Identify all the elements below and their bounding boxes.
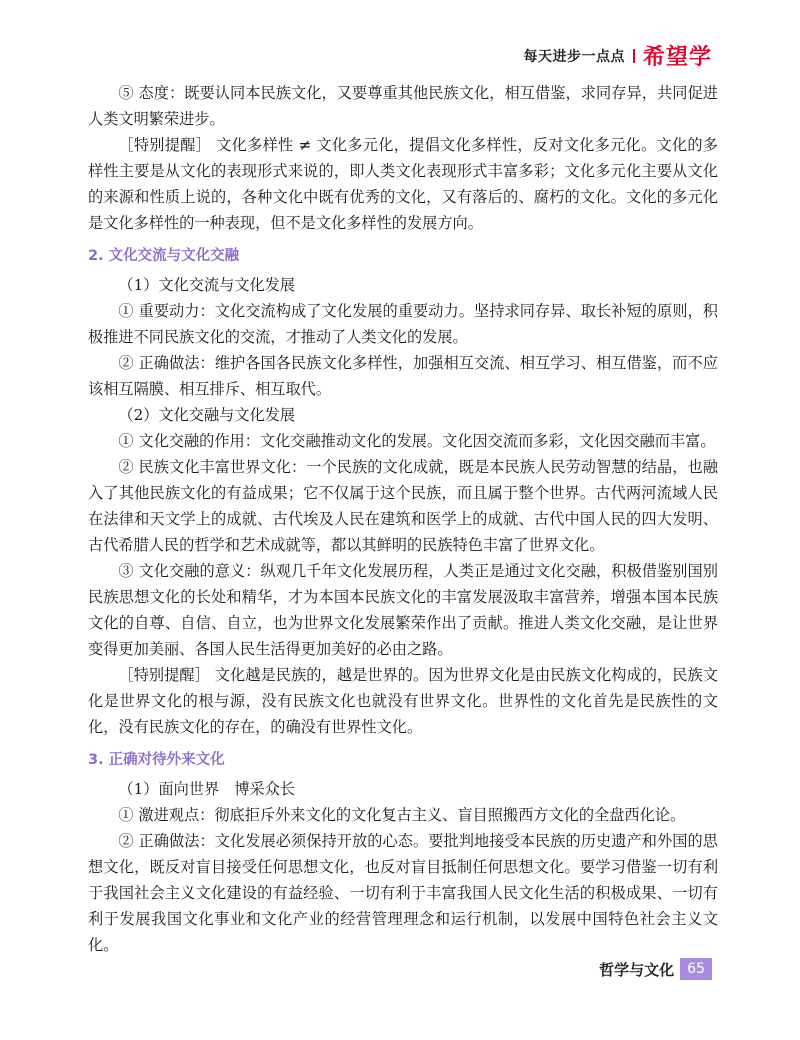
page-header xyxy=(523,40,712,71)
header-slogan: 每天进步一点点 xyxy=(523,48,625,65)
paragraph-2-2-b: ② 民族文化丰富世界文化：一个民族的文化成就，既是本民族人民劳动智慧的结晶，也融入了其他民族文化的有益成果；它不仅属于这个民族，而且属于整个世界。古代两河流域人民在法律和天文学上的成就、古代埃及人民在建筑和医学上的成就、古代中国人民的四大发明、古代希腊人民的哲学和艺术成就等，都以其鲜明的民族特色丰富了世界文化。 xyxy=(88,458,718,554)
section-heading-2: 2. 文化交流与文化交融 xyxy=(88,248,240,264)
section-heading-3: 3. 正确对待外来文化 xyxy=(88,752,225,768)
paragraph-2-2-a: ① 文化交融的作用：文化交融推动文化的发展。文化因交流而多彩，文化因交融而丰富。 xyxy=(118,432,716,450)
paragraph-special-note-1: ［特别提醒］ 文化多样性 ≠ 文化多元化，提倡文化多样性，反对文化多元化。文化的多样性主要是从文化的表现形式来说的，即人类文化表现形式丰富多彩；文化多元化主要从文化的来源和性质上说的，各种文化中既有优秀的文化，又有落后的、腐朽的文化。文化的多元化是文化多样性的一种表现，但不是文化多样性的发展方向。 xyxy=(88,136,718,232)
paragraph-2-1-a: ① 重要动力：文化交流构成了文化发展的重要动力。坚持求同存异、取长补短的原则，积极推进不同民族文化的交流，才推动了人类文化的发展。 xyxy=(88,302,718,346)
paragraph-3-1-a: ① 激进观点：彻底拒斥外来文化的文化复古主义、盲目照搬西方文化的全盘西化论。 xyxy=(118,806,686,824)
header-divider xyxy=(633,49,635,63)
page-footer xyxy=(599,958,712,980)
brand-logo: 希望学 xyxy=(642,45,712,70)
page-number-badge: 65 xyxy=(680,958,712,980)
paragraph-2-1-b: ② 正确做法：维护各国各民族文化多样性，加强相互交流、相互学习、相互借鉴，而不应该相互隔膜、相互排斥、相互取代。 xyxy=(88,354,718,398)
paragraph-2-2-c: ③ 文化交融的意义：纵观几千年文化发展历程，人类正是通过文化交融，积极借鉴别国别民族思想文化的长处和精华，才为本国本民族文化的丰富发展汲取丰富营养，增强本国本民族文化的自尊、自信、自立，也为世界文化发展繁荣作出了贡献。推进人类文化交融，是让世界变得更加美丽、各国人民生活得更加美好的必由之路。 xyxy=(88,562,718,658)
page-body xyxy=(88,80,718,958)
paragraph-special-note-2: ［特别提醒］ 文化越是民族的，越是世界的。因为世界文化是由民族文化构成的，民族文化是世界文化的根与源，没有民族文化也就没有世界文化。世界性的文化首先是民族性的文化，没有民族文化的存在，的确没有世界性文化。 xyxy=(88,666,718,736)
paragraph-attitude: ⑤ 态度：既要认同本民族文化，又要尊重其他民族文化，相互借鉴，求同存异，共同促进人类文明繁荣进步。 xyxy=(88,84,718,128)
subheading-3-1: （1）面向世界 博采众长 xyxy=(118,780,296,798)
book-title: 哲学与文化 xyxy=(599,960,675,979)
subheading-2-1: （1）文化交流与文化发展 xyxy=(118,276,296,294)
paragraph-3-1-b: ② 正确做法：文化发展必须保持开放的心态。要批判地接受本民族的历史遗产和外国的思想文化，既反对盲目接受任何思想文化，也反对盲目抵制任何思想文化。要学习借鉴一切有利于我国社会主义文化建设的有益经验、一切有利于丰富我国人民文化生活的积极成果、一切有利于发展我国文化事业和文化产业的经营管理理念和运行机制，以发展中国特色社会主义文化。 xyxy=(88,832,718,954)
subheading-2-2: （2）文化交融与文化发展 xyxy=(118,406,296,424)
